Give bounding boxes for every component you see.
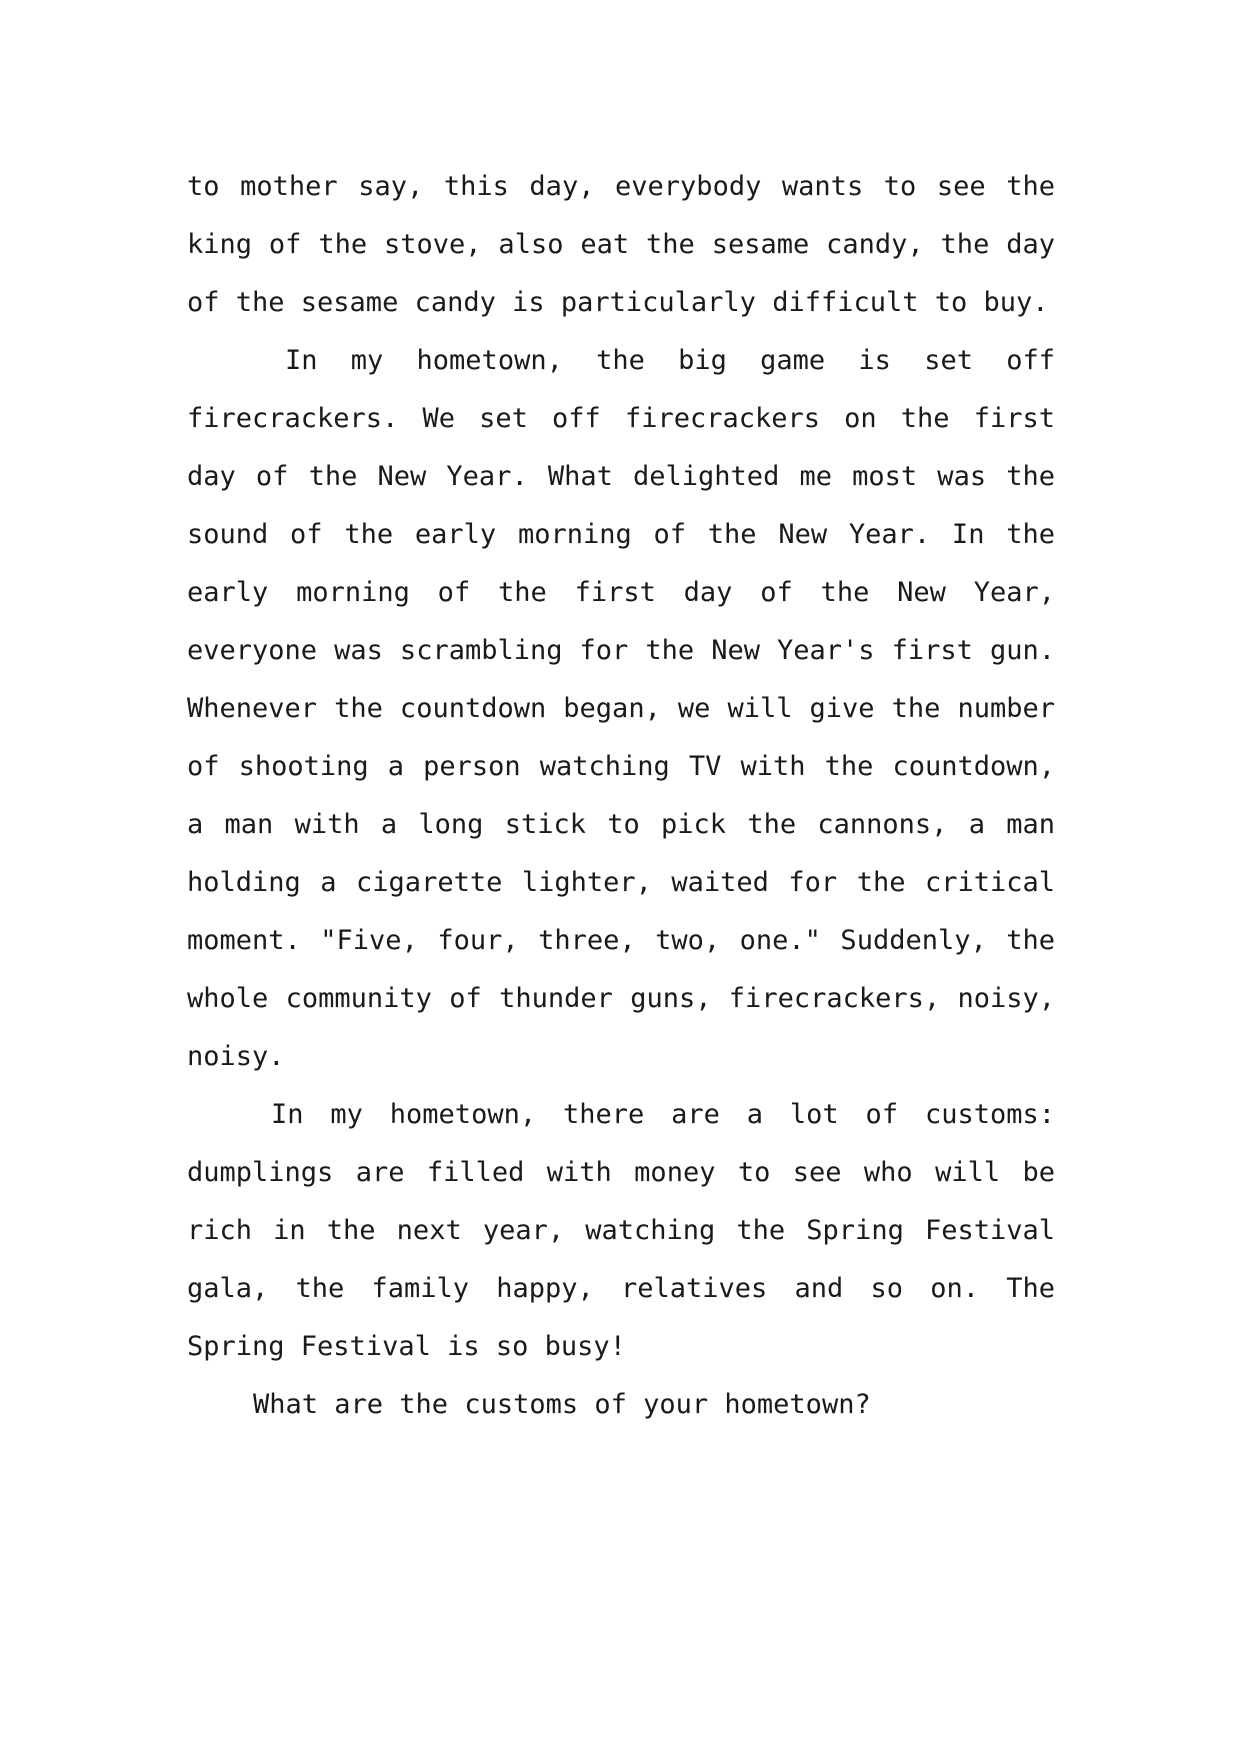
paragraph-continuation: to mother say, this day, everybody wants to see the king of the stove, also eat the sesame candy, the day of the sesame candy is particularly difficult to buy. [187,171,1055,318]
paragraph-firecrackers: In my hometown, the big game is set off firecrackers. We set off firecrackers on the first day of the New Year. What delighted me most was the sound of the early morning of the New Year. In the early morning of the first day of the New Year, everyone was scrambling for the New Year's first gun. Whenever the countdown began, we will give the number of shooting a person watching TV with the countdown, a man with a long stick to pick the cannons, a man holding a cigarette lighter, waited for the critical moment. "Five, four, three, two, one." Suddenly, the whole community of thunder guns, firecrackers, noisy, noisy. [187,345,1055,1072]
paragraph-question: What are the customs of your hometown? [253,1389,871,1420]
paragraph-customs: In my hometown, there are a lot of customs: dumplings are filled with money to see who will be rich in the next year, watching the Spring Festival gala, the family happy, relatives and so on. The Spring Festival is so busy! [187,1099,1055,1362]
document-body [187,158,1055,1434]
